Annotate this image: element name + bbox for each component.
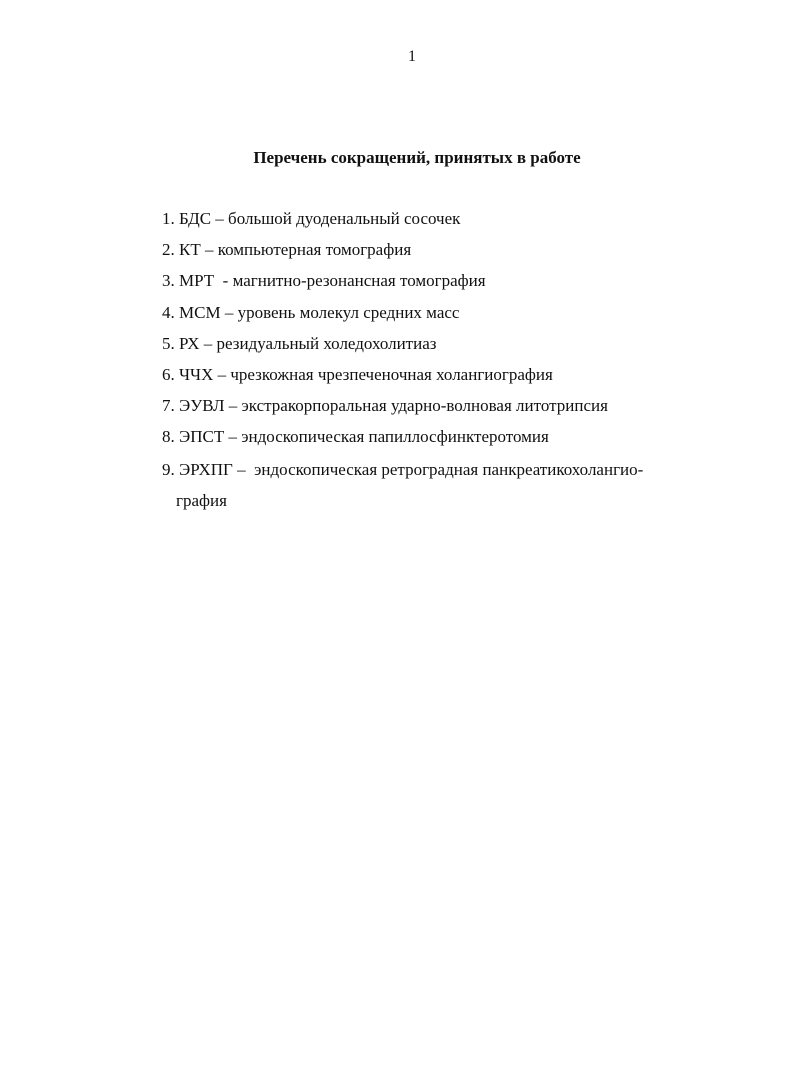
item-text: МРТ - магнитно-резонансная томография — [179, 271, 486, 291]
item-text: МСМ – уровень молекул средних масс — [179, 302, 460, 322]
item-number: 3. — [162, 271, 175, 291]
item-number: 1. — [162, 209, 175, 228]
item-number: 2. — [162, 240, 175, 260]
list-item — [162, 239, 702, 270]
item-text: БДС – большой дуоденальный сосочек — [179, 209, 461, 228]
list-item — [162, 208, 702, 239]
list-item — [162, 364, 702, 395]
item-number: 9. — [162, 459, 175, 479]
page-title: Перечень сокращений, принятых в работе — [253, 148, 581, 167]
page-number: 1 — [408, 48, 416, 65]
list-item — [162, 270, 702, 301]
item-text: ЧЧХ – чрезкожная чрезпеченочная холангиография — [179, 364, 553, 384]
item-text: ЭУВЛ – экстракорпоральная ударно-волновая литотрипсия — [179, 396, 608, 416]
item-text: ЭРХПГ – эндоскопическая ретроградная панкреатикохолангио- — [179, 459, 644, 479]
list-item — [162, 333, 702, 364]
item-number: 4. — [162, 302, 175, 322]
item-number: 7. — [162, 396, 175, 416]
item-text: ЭПСТ – эндоскопическая папиллосфинктеротомия — [179, 427, 549, 447]
item-number: 5. — [162, 333, 175, 353]
list-item — [162, 395, 702, 426]
item-number: 8. — [162, 427, 175, 447]
abbreviation-list — [162, 208, 702, 516]
list-item — [162, 302, 702, 333]
item-number: 6. — [162, 364, 175, 384]
item-text: РХ – резидуальный холедохолитиаз — [179, 333, 437, 353]
list-item — [162, 454, 702, 516]
item-text: КТ – компьютерная томография — [179, 240, 412, 260]
item-text-continuation: графия — [176, 490, 227, 510]
